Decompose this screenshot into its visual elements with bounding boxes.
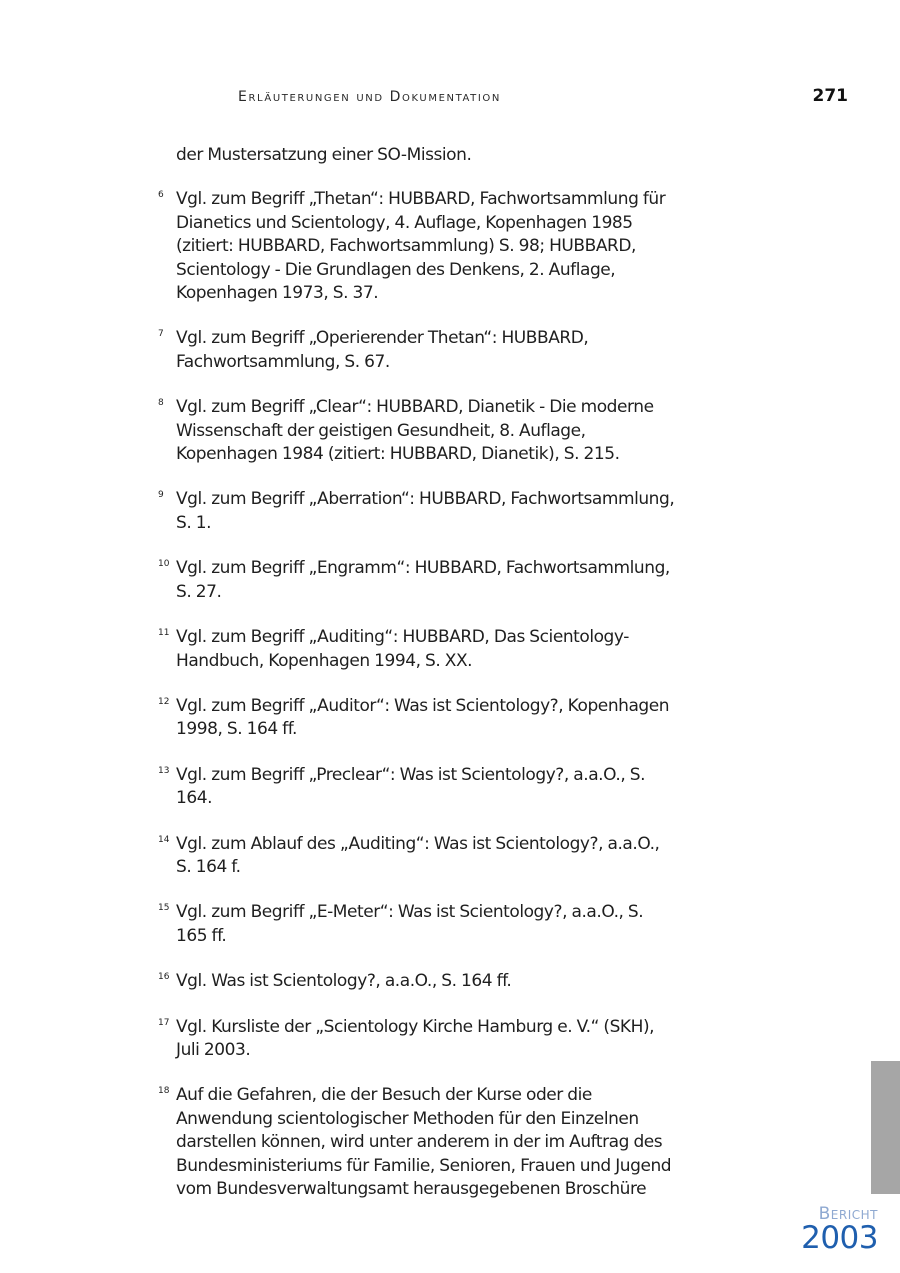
footnote [158, 764, 678, 811]
side-tab [871, 1061, 900, 1194]
footnote [158, 488, 678, 535]
footnote-number: 6 [158, 190, 164, 201]
footnote [158, 396, 678, 466]
footnote-number: 11 [158, 628, 170, 639]
footnote-text: Vgl. Was ist Scientology?, a.a.O., S. 164 ff. [176, 971, 512, 992]
footnote-text: Vgl. zum Begriff „Operierender Thetan“: HUBBARD, Fachwortsammlung, S. 67. [176, 328, 589, 372]
footnote-number: 14 [158, 834, 170, 845]
footnote-number: 9 [158, 490, 164, 501]
footnote-text: Vgl. zum Ablauf des „Auditing“: Was ist Scientology?, a.a.O., S. 164 f. [176, 833, 660, 877]
footnote-text: Vgl. zum Begriff „Auditing“: HUBBARD, Das Scientology-Handbuch, Kopenhagen 1994, S. XX. [176, 627, 629, 671]
footnote-text: Vgl. zum Begriff „Thetan“: HUBBARD, Fachwortsammlung für Dianetics und Scientology, 4. Auflage, Kopenhagen 1985 (zitiert: HUBBARD, Fachwortsammlung) S. 98; HUBBARD, Scientology - Die Grundlagen des Denkens, 2. Auflage, Kopenhagen 1973, S. 37. [176, 189, 666, 304]
page-number: 271 [812, 86, 848, 106]
footnote-number: 12 [158, 696, 170, 707]
footnote [158, 695, 678, 742]
footnote-text: Vgl. zum Begriff „Engramm“: HUBBARD, Fachwortsammlung, S. 27. [176, 558, 670, 602]
footnote-text: Vgl. zum Begriff „Auditor“: Was ist Scientology?, Kopenhagen 1998, S. 164 ff. [176, 695, 670, 740]
footnote [158, 327, 678, 374]
footnote [158, 833, 678, 880]
footnote [158, 626, 678, 673]
running-head: Erläuterungen und Dokumentation [238, 89, 501, 105]
footnote [158, 1016, 678, 1063]
footnote-number: 13 [158, 765, 170, 776]
footnote-text: Vgl. zum Begriff „Clear“: HUBBARD, Dianetik - Die moderne Wissenschaft der geistigen Gesundheit, 8. Auflage, Kopenhagen 1984 (zitiert: HUBBARD, Dianetik), S. 215. [176, 397, 654, 465]
footnote-text: Auf die Gefahren, die der Besuch der Kurse oder die Anwendung scientologischer Methoden für den Einzelnen darstellen können, wird unter anderem in der im Auftrag des Bundesministeriums für Familie, Senioren, Frauen und Jugend vom Bundesverwaltungsamt herausgegebenen Broschüre [176, 1085, 672, 1199]
footnote-number: 17 [158, 1017, 170, 1028]
footnote-number: 8 [158, 398, 164, 409]
footnote-number: 18 [158, 1086, 170, 1097]
footnote-number: 10 [158, 559, 170, 570]
footnote [158, 188, 678, 305]
footnote-number: 15 [158, 903, 170, 914]
footnote [158, 970, 678, 993]
continuation-text: der Mustersatzung einer SO-Mission. [176, 145, 472, 165]
report-logo [801, 1204, 878, 1256]
footnote-text: Vgl. zum Begriff „Aberration“: HUBBARD, Fachwortsammlung, S. 1. [176, 489, 675, 533]
footnote [158, 1084, 678, 1201]
logo-year: 2003 [801, 1220, 878, 1256]
logo-word: Bericht [818, 1204, 878, 1224]
footnote-number: 7 [158, 329, 164, 340]
footnotes-body [158, 144, 678, 1223]
footnote [158, 557, 678, 604]
footnote-text: Vgl. Kursliste der „Scientology Kirche Hamburg e. V.“ (SKH), Juli 2003. [176, 1016, 655, 1060]
footnote-text: Vgl. zum Begriff „E-Meter“: Was ist Scientology?, a.a.O., S. 165 ff. [176, 902, 644, 946]
footnote [158, 901, 678, 948]
footnote-list [158, 188, 678, 1201]
footnote-number: 16 [158, 972, 170, 983]
footnote-text: Vgl. zum Begriff „Preclear“: Was ist Scientology?, a.a.O., S. 164. [176, 764, 646, 809]
